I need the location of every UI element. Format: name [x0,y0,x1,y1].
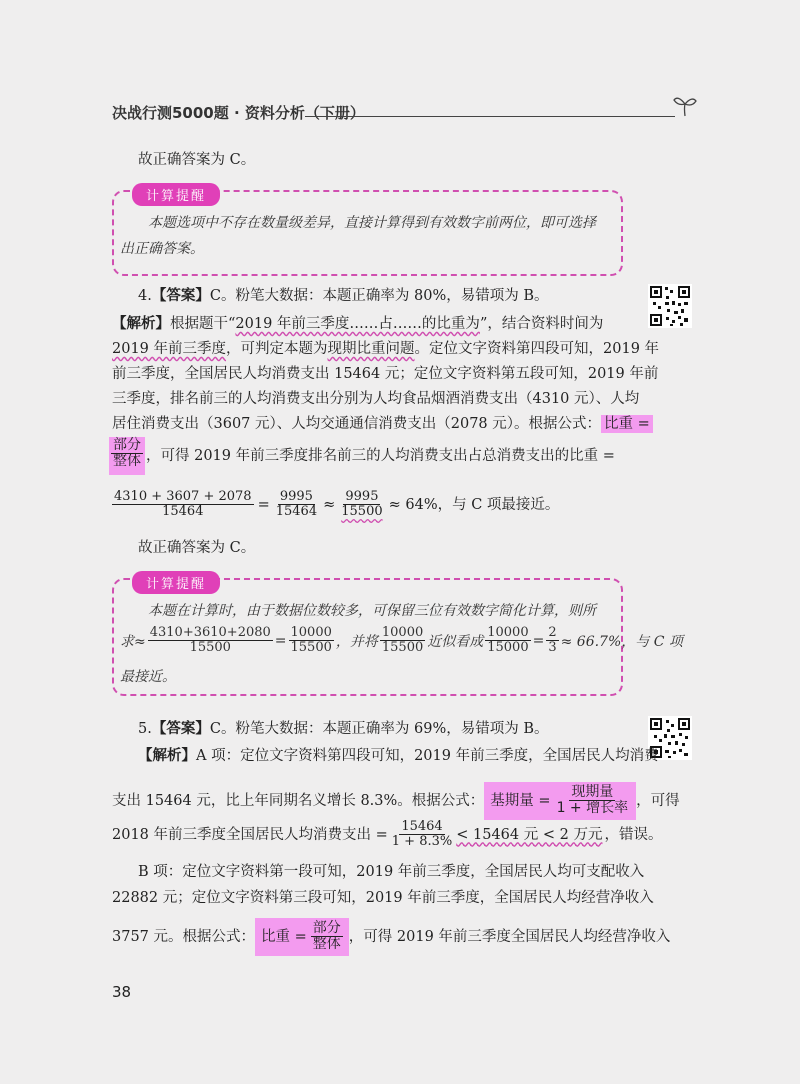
q5-b-line1: B 项：定位文字资料第一段可知，2019 年前三季度，全国居民人均可支配收入 [138,864,645,880]
q5-answer-line: 5.【答案】C。粉笔大数据：本题正确率为 69%，易错项为 B。 [138,721,549,737]
header-rule [305,116,675,117]
q5-formula-highlight: 基期量 = $\frac{\text{现期量}}{\text{1 + 增长率}}$ [484,782,636,820]
tip-tag-1: 计算提醒 [132,183,220,206]
tip1-line2: 出正确答案。 [120,241,204,257]
q5-b-line2: 22882 元；定位文字资料第三段可知，2019 年前三季度，全国居民人均经营净收入 [112,890,654,906]
page-number: 38 [112,983,132,1001]
q4-analysis-line1: 【解析】根据题干“2019 年前三季度……占……的比重为”，结合资料时间为 [112,316,604,332]
q5-b-line3: 3757 元。根据公式： 比重 = $\frac{\text{部分}}{\text{整体}}$ ，可得 2019 年前三季度全国居民人均经营净收入 [112,918,670,956]
q5-analysis-line1: 【解析】A 项：定位文字资料第四段可知，2019 年前三季度，全国居民人均消费 [138,748,659,764]
sprout-icon [672,92,698,122]
q5-analysis-line2: 支出 15464 元，比上年同期名义增长 8.3%。根据公式： 基期量 = $\frac{\text{现期量}}{\text{1 + 增长率}}$ ，可得 [112,782,680,820]
tip2-line3: 最接近。 [120,669,176,685]
running-header: 决战行测5000题 · 资料分析（下册） [112,104,365,122]
q4-conclusion: 故正确答案为 C。 [138,540,256,556]
q4-calculation: $\frac{4310 + 3607 + 2078}{15464}$ = $\frac{9995}{15464}$ ≈ $\frac{9995}{15500}$ ≈ 64%，与 C 项最接近。 [114,489,560,520]
tip-tag-2: 计算提醒 [132,571,220,594]
q5-b-formula-highlight: 比重 = $\frac{\text{部分}}{\text{整体}}$ [255,918,349,956]
tip1-line1: 本题选项中不存在数量级差异，直接计算得到有效数字前两位，即可选择 [148,215,596,231]
q4-analysis-line6: ，可得 2019 年前三季度排名前三的人均消费支出占总消费支出的比重 = [146,448,615,464]
q4-analysis-line4: 三季度，排名前三的人均消费支出分别为人均食品烟酒消费支出（4310 元）、人均 [112,391,640,407]
qr-code-icon [648,284,692,328]
tip2-line1: 本题在计算时，由于数据位数较多，可保留三位有效数字简化计算，则所 [148,603,596,619]
q4-answer-line: 4.【答案】C。粉笔大数据：本题正确率为 80%，易错项为 B。 [138,288,549,304]
conclusion-q3: 故正确答案为 C。 [138,152,256,168]
q4-analysis-line5: 居住消费支出（3607 元）、人均交通通信消费支出（2078 元）。根据公式： 比重 = [112,414,653,434]
q4-formula-fraction: $\frac{\text{部分}}{\text{整体}}$ [113,437,141,470]
q4-analysis-line3: 前三季度，全国居民人均消费支出 15464 元；定位文字资料第五段可知，2019 年前 [112,366,659,382]
q5-analysis-line3: 2018 年前三季度全国居民人均消费支出 = $\frac{15464}{1 + 8.3\%}$ < 15464 元 < 2 万元 ，错误。 [112,819,663,850]
q4-analysis-line2: 2019 年前三季度，可判定本题为现期比重问题。定位文字资料第四段可知，2019 年 [112,341,660,357]
tip2-line2: 求≈ $\frac{4310+3610+2080}{15500}$ = $\frac{10000}{15500}$ ，并将 $\frac{10000}{15500}$ 近似看成 $\frac{10000}{15000}$ = $\frac{2}{3}$ ≈ 66.7%，与 C 项 [120,625,683,656]
